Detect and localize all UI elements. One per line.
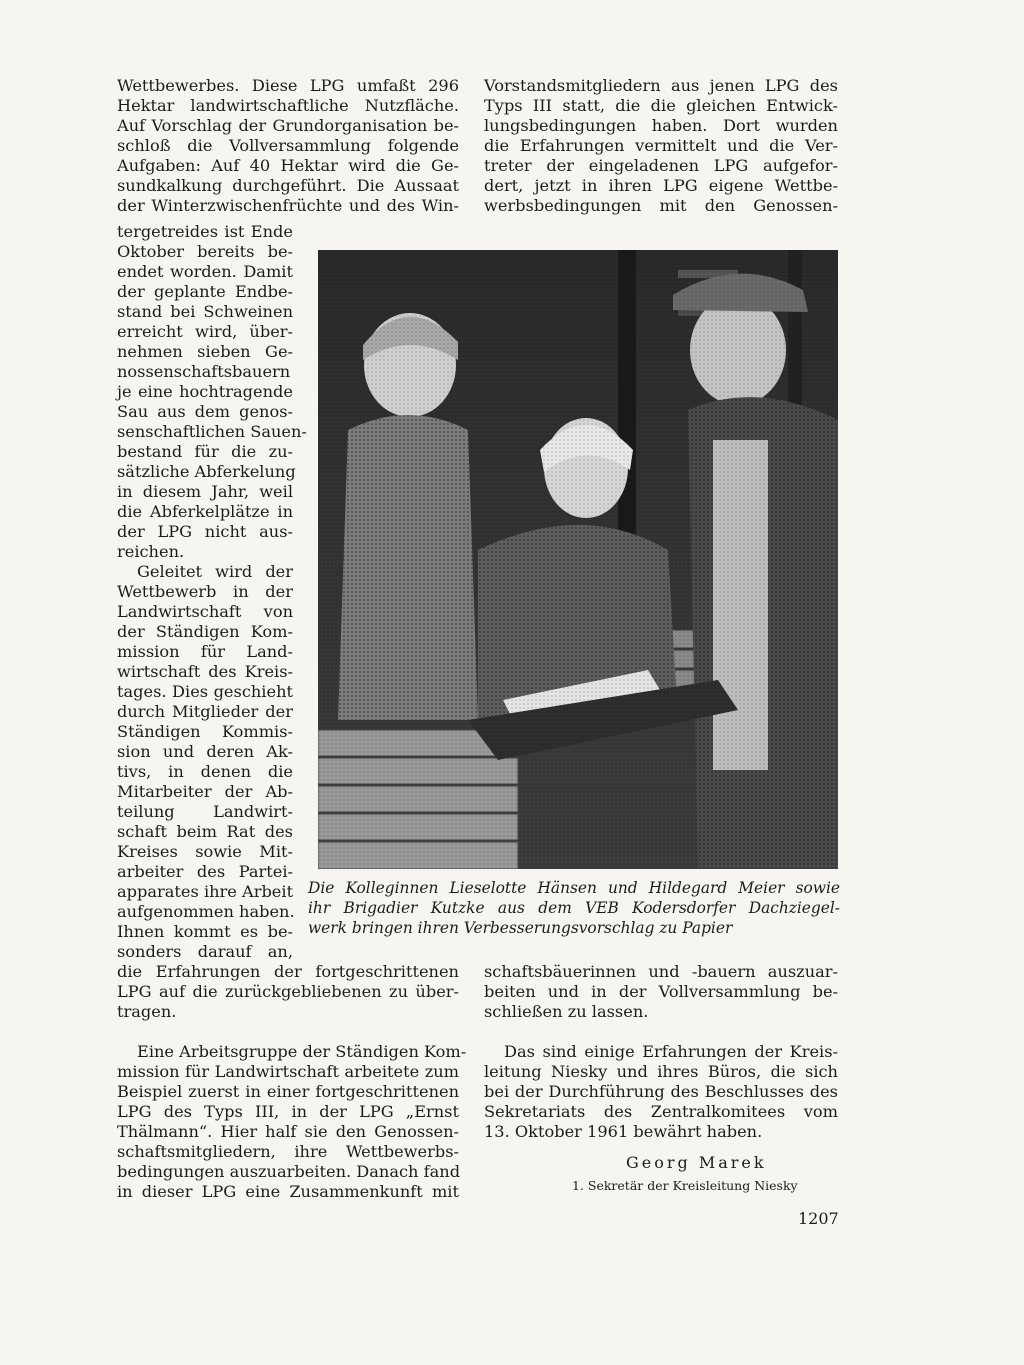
text-line: Oktober bereits be- bbox=[117, 242, 293, 261]
text-line: nehmen sieben Ge- bbox=[117, 342, 293, 361]
caption-line: Die Kolleginnen Lieselotte Hänsen und Hildegard Meier sowie bbox=[308, 879, 840, 897]
text-line: schaftsbäuerinnen und -bauern auszuar- bbox=[484, 962, 838, 981]
caption-line: werk bringen ihren Verbesserungsvorschlag zu Papier bbox=[308, 919, 733, 937]
photo-illustration bbox=[318, 250, 838, 869]
text-line: dert, jetzt in ihren LPG eigene Wettbe- bbox=[484, 176, 838, 195]
text-line: Hektar landwirtschaftliche Nutzfläche. bbox=[117, 96, 459, 115]
text-line: Mitarbeiter der Ab- bbox=[117, 782, 293, 801]
text-line: in dieser LPG eine Zusammenkunft mit bbox=[117, 1182, 459, 1201]
text-line: bestand für die zu- bbox=[117, 442, 293, 461]
text-line: schloß die Vollversammlung folgende bbox=[117, 136, 459, 155]
text-line: Sekretariats des Zentralkomitees vom bbox=[484, 1102, 838, 1121]
text-line: sonders darauf an, bbox=[117, 942, 293, 961]
spacer-line bbox=[117, 1022, 459, 1042]
photo-caption bbox=[308, 878, 840, 938]
text-line: nossenschaftsbauern bbox=[117, 362, 291, 381]
text-line: die Abferkelplätze in bbox=[117, 502, 293, 521]
text-line: beiten und in der Vollversammlung be- bbox=[484, 982, 838, 1001]
text-line: Sau aus dem genos- bbox=[117, 402, 293, 421]
text-line: Geleitet wird der bbox=[137, 562, 293, 581]
left-column-bottom bbox=[117, 962, 467, 1202]
text-line: Ihnen kommt es be- bbox=[117, 922, 293, 941]
text-line: durch Mitglieder der bbox=[117, 702, 293, 721]
text-line: der Winterzwischenfrüchte und des Win- bbox=[117, 196, 459, 215]
right-column-bottom bbox=[484, 962, 838, 1142]
text-line: werbsbedingungen mit den Genossen- bbox=[484, 196, 838, 215]
text-line: tragen. bbox=[117, 1002, 177, 1021]
text-line: sundkalkung durchgeführt. Die Aussaat bbox=[117, 176, 459, 195]
text-line: Kreises sowie Mit- bbox=[117, 842, 293, 861]
text-line: der geplante Endbe- bbox=[117, 282, 293, 301]
text-line: endet worden. Damit bbox=[117, 262, 293, 281]
text-line: der Ständigen Kom- bbox=[117, 622, 293, 641]
text-line: aufgenommen haben. bbox=[117, 902, 295, 921]
left-column-top bbox=[117, 76, 459, 216]
text-line: Thälmann“. Hier half sie den Genossen- bbox=[117, 1122, 459, 1141]
text-line: schließen zu lassen. bbox=[484, 1002, 649, 1021]
text-line: erreicht wird, über- bbox=[117, 322, 293, 341]
text-line: Das sind einige Erfahrungen der Kreis- bbox=[504, 1042, 838, 1061]
text-line: stand bei Schweinen bbox=[117, 302, 293, 321]
text-line: arbeiter des Partei- bbox=[117, 862, 293, 881]
author-title: 1. Sekretär der Kreisleitung Niesky bbox=[572, 1178, 798, 1193]
text-line: sion und deren Ak- bbox=[117, 742, 293, 761]
text-line: Vorstandsmitgliedern aus jenen LPG des bbox=[484, 76, 838, 95]
text-line: Beispiel zuerst in einer fortgeschrittenen bbox=[117, 1082, 459, 1101]
text-line: die Erfahrungen der fortgeschrittenen bbox=[117, 962, 459, 981]
text-line: Eine Arbeitsgruppe der Ständigen Kom- bbox=[137, 1042, 467, 1061]
text-line: teilung Landwirt- bbox=[117, 802, 293, 821]
text-line: tivs, in denen die bbox=[117, 762, 293, 781]
text-line: Wettbewerb in der bbox=[117, 582, 293, 601]
text-line: reichen. bbox=[117, 542, 185, 561]
text-line: Ständigen Kommis- bbox=[117, 722, 293, 741]
text-line: lungsbedingungen haben. Dort wurden bbox=[484, 116, 838, 135]
text-line: tergetreides ist Ende bbox=[117, 222, 293, 241]
caption-line: ihr Brigadier Kutzke aus dem VEB Kodersdorfer Dachziegel- bbox=[308, 899, 840, 917]
text-line: apparates ihre Arbeit bbox=[117, 882, 294, 901]
page-number: 1207 bbox=[798, 1209, 839, 1228]
text-line: schaft beim Rat des bbox=[117, 822, 293, 841]
text-line: in diesem Jahr, weil bbox=[117, 482, 293, 501]
text-line: mission für Land- bbox=[117, 642, 293, 661]
photograph bbox=[318, 250, 838, 869]
text-line: Landwirtschaft von bbox=[117, 602, 293, 621]
text-line: senschaftlichen Sauen- bbox=[117, 422, 307, 441]
text-line: LPG des Typs III, in der LPG „Ernst bbox=[117, 1102, 459, 1121]
text-line: 13. Oktober 1961 bewährt haben. bbox=[484, 1122, 763, 1141]
text-line: Aufgaben: Auf 40 Hektar wird die Ge- bbox=[117, 156, 459, 175]
right-column-top bbox=[484, 76, 838, 216]
text-line: LPG auf die zurückgebliebenen zu über- bbox=[117, 982, 459, 1001]
spacer-line bbox=[484, 1022, 838, 1042]
text-line: treter der eingeladenen LPG aufgefor- bbox=[484, 156, 838, 175]
author-name: Georg Marek bbox=[626, 1153, 767, 1172]
text-line: die Erfahrungen vermittelt und die Ver- bbox=[484, 136, 838, 155]
text-line: bedingungen auszuarbeiten. Danach fand bbox=[117, 1162, 461, 1181]
text-line: Wettbewerbes. Diese LPG umfaßt 296 bbox=[117, 76, 459, 95]
text-line: bei der Durchführung des Beschlusses des bbox=[484, 1082, 838, 1101]
left-narrow-column bbox=[117, 222, 307, 962]
text-line: mission für Landwirtschaft arbeitete zum bbox=[117, 1062, 459, 1081]
text-line: der LPG nicht aus- bbox=[117, 522, 293, 541]
text-line: sätzliche Abferkelung bbox=[117, 462, 296, 481]
text-line: Typs III statt, die die gleichen Entwick- bbox=[484, 96, 838, 115]
text-line: leitung Niesky und ihres Büros, die sich bbox=[484, 1062, 838, 1081]
text-line: tages. Dies geschieht bbox=[117, 682, 293, 701]
text-line: je eine hochtragende bbox=[117, 382, 293, 401]
text-line: schaftsmitgliedern, ihre Wettbewerbs- bbox=[117, 1142, 459, 1161]
text-line: wirtschaft des Kreis- bbox=[117, 662, 293, 681]
text-line: Auf Vorschlag der Grundorganisation be- bbox=[117, 116, 459, 135]
